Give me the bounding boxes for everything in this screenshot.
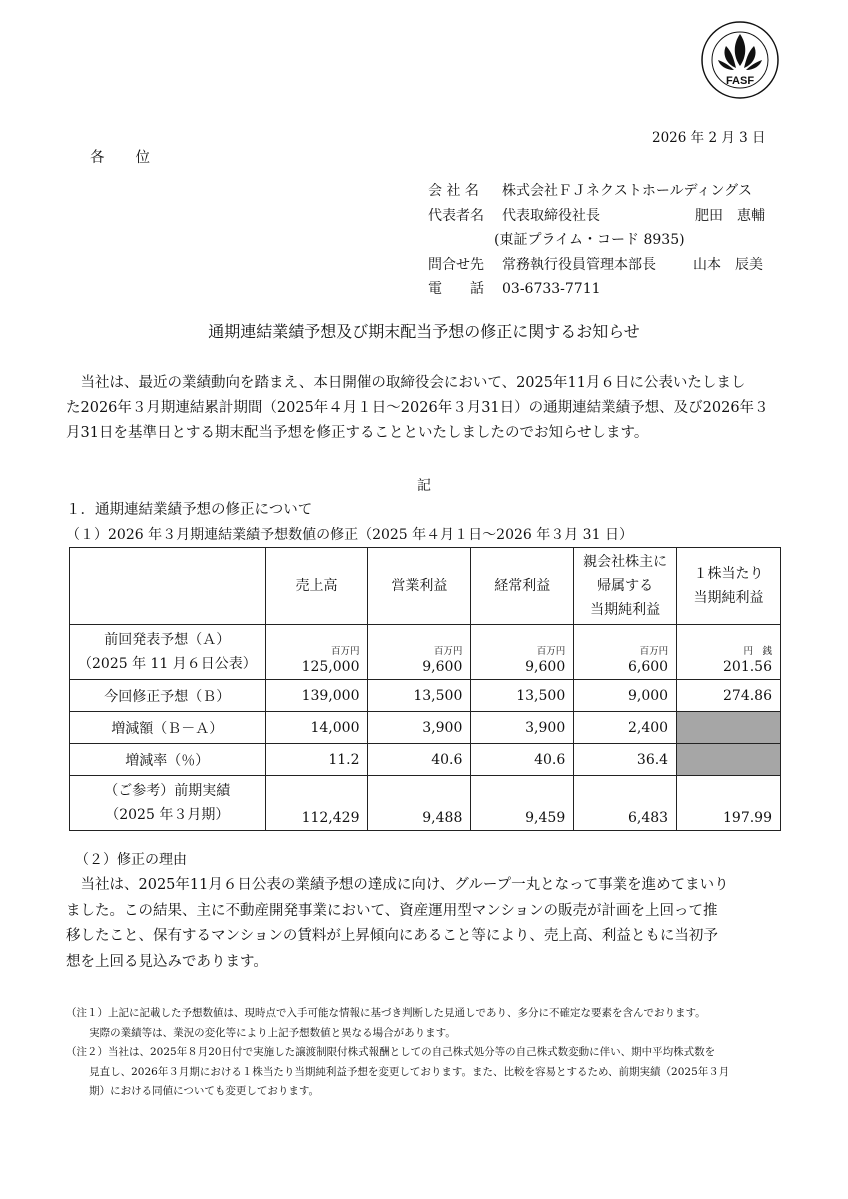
- telephone: 03-6733-7711: [502, 281, 601, 297]
- reason-paragraph: 当社は、2025年11月６日公表の業績予想の達成に向け、グループ一丸となって事業を進めてまいり ました。この結果、主に不動産開発事業において、資産運用型マンションの販売が計画を上回って推 移したこと、保有するマンションの賃料が上昇傾向にあること等により、売上高、利益ともに当初予 想を上回る見込みであります。: [66, 877, 729, 970]
- header-sales: 売上高: [265, 548, 368, 625]
- document-title: 通期連結業績予想及び期末配当予想の修正に関するお知らせ: [208, 322, 640, 341]
- header-eps: [677, 548, 781, 625]
- representative-name: 肥田 恵輔: [695, 208, 765, 224]
- table-header-row: [70, 548, 781, 625]
- telephone-row: 電 話 03-6733-7711: [428, 281, 601, 297]
- issue-date: 2026 年 2 月 3 日: [652, 130, 766, 146]
- addressee: 各 位: [90, 150, 151, 166]
- header-ordinary-profit: 経常利益: [471, 548, 574, 625]
- contact-row: 問合せ先 常務執行役員管理本部長 山本 辰美: [428, 254, 656, 274]
- shaded-cell: [677, 744, 781, 776]
- company-name: 株式会社ＦＪネクストホールディングス: [502, 183, 753, 199]
- section-2-heading: （２）修正の理由: [75, 852, 187, 868]
- row-label: 増減率（％）: [70, 744, 266, 776]
- table-row: 今回修正予想（Ｂ） 139,000 13,500 13,500 9,000 274.86: [70, 680, 781, 712]
- row-label: 増減額（Ｂ－Ａ）: [70, 712, 266, 744]
- ki-marker: 記: [417, 478, 431, 494]
- row-label: （ご参考）前期実績 （2025 年３月期）: [70, 776, 266, 831]
- logo-text: FASF: [725, 75, 755, 87]
- section-1-heading: １．通期連結業績予想の修正について: [66, 502, 313, 518]
- listing-code: (東証プライム・コード 8935): [494, 232, 685, 248]
- header-eps-text: １株当たり 当期純利益: [693, 566, 764, 606]
- fasf-logo: [700, 20, 780, 100]
- table-row: 前回発表予想（Ａ） （2025 年 11 月６日公表） 百万円 125,000 百万円 9,600 百万円 9,600 百万円 6,600 円 銭 201.56: [70, 625, 781, 680]
- shaded-cell: [677, 712, 781, 744]
- table-row: （ご参考）前期実績 （2025 年３月期） 112,429 9,488 9,459 6,483 197.99: [70, 776, 781, 831]
- table-row: 増減率（％） 11.2 40.6 40.6 36.4: [70, 744, 781, 776]
- company-name-row: 会 社 名 株式会社ＦＪネクストホールディングス: [428, 183, 753, 199]
- header-net-income-text: 親会社株主に 帰属する 当期純利益: [583, 554, 668, 618]
- note-1: （注１）上記に記載した予想数値は、現時点で入手可能な情報に基づき判断した見通しであり、多分に不確定な要素を含んでおります。 実際の業績等は、業況の変化等により上記予想数値と異なる場合があります。: [66, 1007, 706, 1039]
- header-operating-profit: 営業利益: [368, 548, 471, 625]
- header-net-income: [574, 548, 677, 625]
- row-label: 今回修正予想（Ｂ）: [70, 680, 266, 712]
- intro-paragraph: 当社は、最近の業績動向を踏まえ、本日開催の取締役会において、2025年11月６日に公表いたしまし た2026年３月期連結累計期間（2025年４月１日～2026年３月31日）の通期連結業績予想、及び2026年３ 月31日を基準日とする期末配当予想を修正することといたしましたのでお知らせします。: [66, 375, 769, 441]
- contact-name: 山本 辰美: [693, 257, 763, 273]
- note-2: （注２）当社は、2025年８月20日付で実施した譲渡制限付株式報酬としての自己株式処分等の自己株式数変動に伴い、期中平均株式数を 見直し、2026年３月期における１株当たり当期純利益予想を変更しております。また、比較を容易とするため、前期実績（2025年３月 期）における同値についても変更しております。: [66, 1046, 730, 1097]
- forecast-table: [69, 547, 781, 831]
- header-blank: [70, 548, 266, 625]
- section-1-subheading: （１）2026 年３月期連結業績予想数値の修正（2025 年４月１日～2026 年３月 31 日）: [66, 527, 633, 543]
- row-label: 前回発表予想（Ａ） （2025 年 11 月６日公表）: [70, 625, 266, 680]
- representative-row: 代表者名 代表取締役社長 肥田 恵輔: [428, 205, 600, 225]
- table-row: 増減額（Ｂ－Ａ） 14,000 3,900 3,900 2,400: [70, 712, 781, 744]
